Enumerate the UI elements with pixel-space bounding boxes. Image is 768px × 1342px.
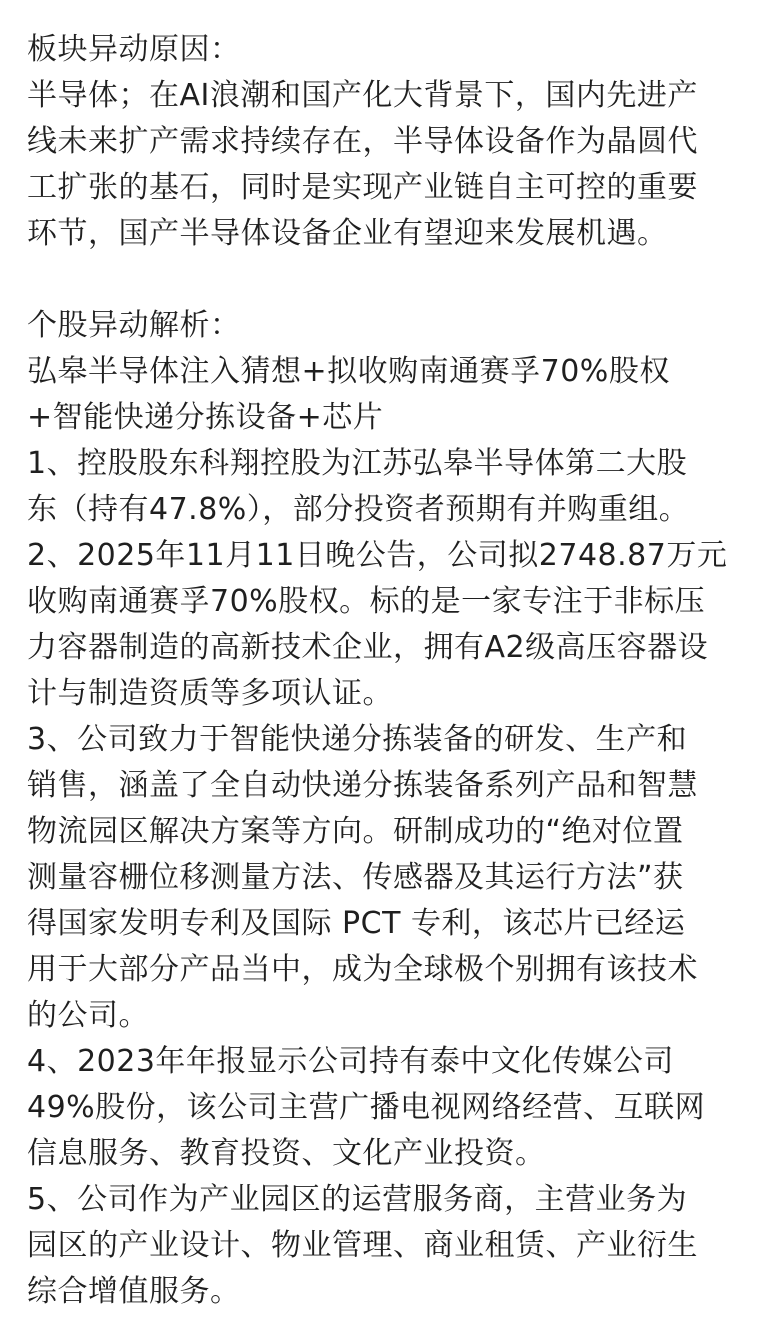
point-line: 计与制造资质等多项认证。 <box>27 676 393 711</box>
paragraph-spacer <box>27 257 745 303</box>
sector-text-line: 半导体；在AI浪潮和国产化大背景下，国内先进产 <box>27 78 698 113</box>
point-line: 2、2025年11月11日晚公告，公司拟2748.87万元 <box>27 538 728 573</box>
stock-heading: 个股异动解析： <box>27 308 241 343</box>
point-line: 销售，涵盖了全自动快递分拣装备系列产品和智慧 <box>27 768 698 803</box>
point-line: 4、2023年年报显示公司持有泰中文化传媒公司 <box>27 1044 674 1079</box>
point-line: 力容器制造的高新技术企业，拥有A2级高压容器设 <box>27 630 709 665</box>
point-line: 综合增值服务。 <box>27 1274 241 1309</box>
point-line: 49%股份，该公司主营广播电视网络经营、互联网 <box>27 1090 706 1125</box>
stock-tag-line: 弘皋半导体注入猜想+拟收购南通赛孚70%股权 <box>27 354 670 389</box>
point-line: 用于大部分产品当中，成为全球极个别拥有该技术 <box>27 952 698 987</box>
sector-text-line: 线未来扩产需求持续存在，半导体设备作为晶圆代 <box>27 124 698 159</box>
point-line: 信息服务、教育投资、文化产业投资。 <box>27 1136 546 1171</box>
sector-text-line: 工扩张的基石，同时是实现产业链自主可控的重要 <box>27 170 698 205</box>
point-line: 园区的产业设计、物业管理、商业租赁、产业衍生 <box>27 1228 698 1263</box>
sector-text-line: 环节，国产半导体设备企业有望迎来发展机遇。 <box>27 216 668 251</box>
point-line: 1、控股股东科翔控股为江苏弘皋半导体第二大股 <box>27 446 688 481</box>
article-body <box>27 27 745 1315</box>
point-line: 东（持有47.8%），部分投资者预期有并购重组。 <box>27 492 690 527</box>
point-line: 收购南通赛孚70%股权。标的是一家专注于非标压 <box>27 584 706 619</box>
point-line: 5、公司作为产业园区的运营服务商，主营业务为 <box>27 1182 688 1217</box>
point-line: 测量容栅位移测量方法、传感器及其运行方法”获 <box>27 860 684 895</box>
point-line: 3、公司致力于智能快递分拣装备的研发、生产和 <box>27 722 688 757</box>
point-line: 物流园区解决方案等方向。研制成功的“绝对位置 <box>27 814 684 849</box>
stock-tag-line: +智能快递分拣设备+芯片 <box>27 400 384 435</box>
point-line: 得国家发明专利及国际 PCT 专利，该芯片已经运 <box>27 906 686 941</box>
sector-heading: 板块异动原因： <box>27 32 241 67</box>
point-line: 的公司。 <box>27 998 149 1033</box>
